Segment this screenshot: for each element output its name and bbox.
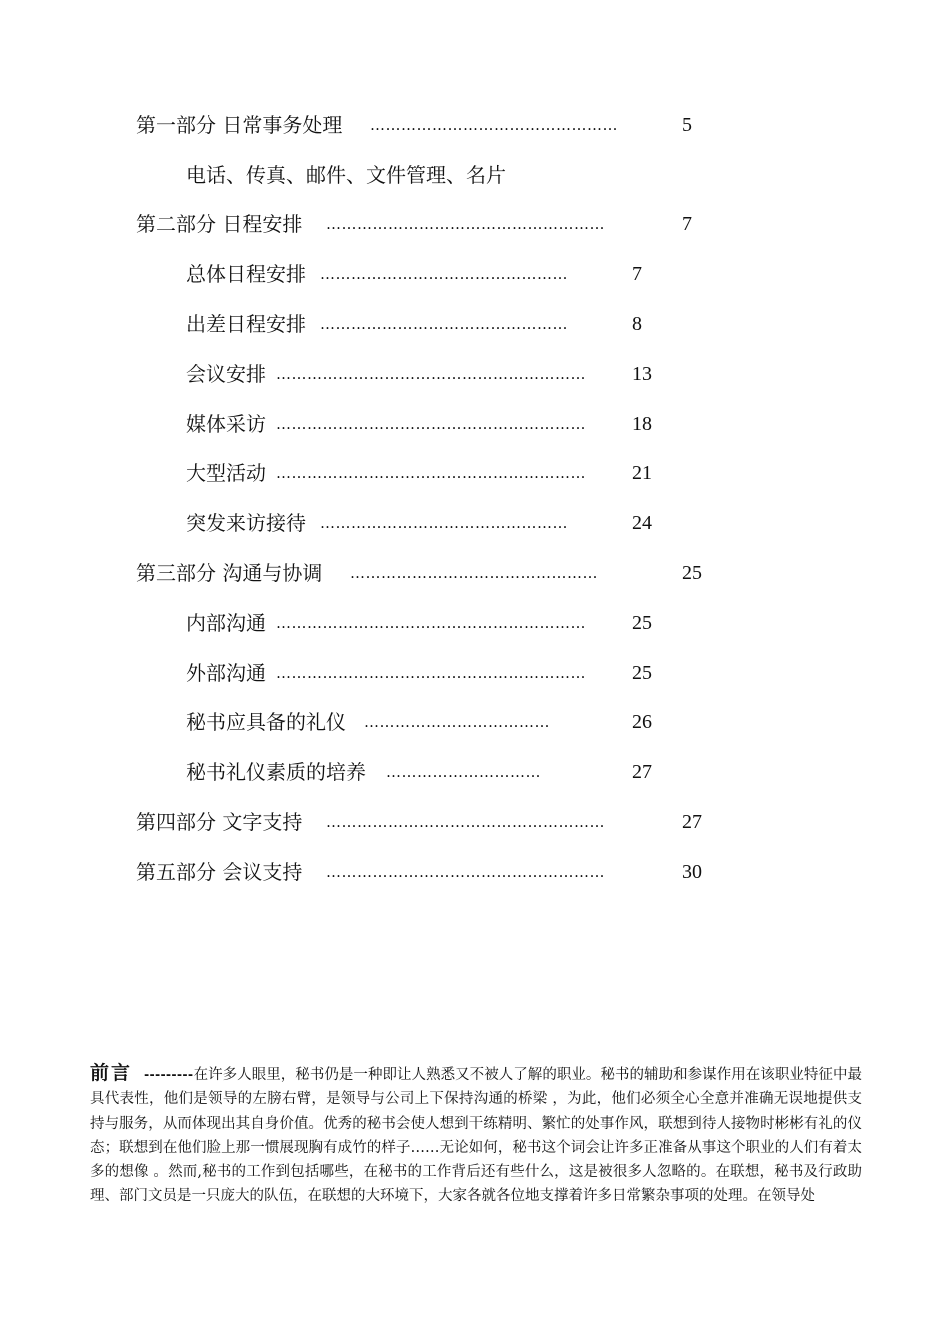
toc-entry-title: 外部沟通 <box>186 661 266 685</box>
toc-leader-dots: ………………………………………… <box>320 265 568 283</box>
toc-entry-title: 第二部分 日程安排 <box>136 212 303 236</box>
toc-page-number: 13 <box>632 363 652 385</box>
toc-entry-large-events[interactable] <box>186 458 686 488</box>
toc-page-number: 25 <box>682 562 702 584</box>
toc-entry-title: 总体日程安排 <box>186 262 306 286</box>
toc-leader-dots: ………………………………………… <box>320 514 568 532</box>
toc-entry-title: 大型活动 <box>186 461 266 485</box>
toc-page-number: 5 <box>682 114 692 136</box>
toc-leader-dots: …………………………………………………… <box>276 664 586 682</box>
toc-page-number: 21 <box>632 462 652 484</box>
toc-page-number: 25 <box>632 662 652 684</box>
toc-entry-title: 第一部分 日常事务处理 <box>136 113 343 137</box>
toc-leader-dots: ………………………………………… <box>320 315 568 333</box>
toc-entry-part4[interactable] <box>136 807 716 837</box>
preface-dashes: --------- <box>144 1066 194 1083</box>
toc-entry-title: 媒体采访 <box>186 412 266 436</box>
toc-leader-dots: ……………………………………………… <box>326 215 605 233</box>
toc-page-number: 8 <box>632 313 642 335</box>
toc-page-number: 27 <box>632 761 652 783</box>
toc-entry-unexpected-visits[interactable] <box>186 508 686 538</box>
preface-section <box>90 1061 862 1209</box>
toc-entry-media-interview[interactable] <box>186 409 686 439</box>
toc-leader-dots: …………………………………………………… <box>276 415 586 433</box>
toc-entry-title: 第四部分 文字支持 <box>136 810 303 834</box>
preface-body: 在许多人眼里，秘书仍是一种即让人熟悉又不被人了解的职业。秘书的辅助和参谋作用在该职业特征中最具代表性，他们是领导的左膀右臂，是领导与公司上下保持沟通的桥梁 ，为此，他们必须全心全意并准确无误地提供支持与服务，从而体现出其自身价值。优秀的秘书会使人想到干练精明、繁忙的处事作风，联想到待人接物时彬彬有礼的仪态；联想到在他们脸上那一惯展现胸有成竹的样子……无论如何，秘书这个词会让许多正准备从事这个职业的人们有着太多的想像 。然而,秘书的工作到包括哪些，在秘书的工作背后还有些什么，这是被很多人忽略的。在联想，秘书及行政助理、部门文员是一只庞大的队伍，在联想的大环境下，大家各就各位地支撑着许多日常繁杂事项的处理。在领导处 <box>90 1067 862 1205</box>
toc-leader-dots: …………………………………………………… <box>276 614 586 632</box>
toc-entry-title: 第三部分 沟通与协调 <box>136 561 323 585</box>
preface-title: 前言 <box>90 1062 133 1084</box>
toc-entry-internal-communication[interactable] <box>186 608 686 638</box>
toc-page-number: 25 <box>632 612 652 634</box>
toc-leader-dots: ………………………………………… <box>350 564 598 582</box>
toc-entry-meeting-arrangement[interactable] <box>186 359 686 389</box>
toc-entry-travel-schedule[interactable] <box>186 309 686 339</box>
toc-page-number: 27 <box>682 811 702 833</box>
toc-entry-title: 会议安排 <box>186 362 266 386</box>
toc-entry-part1[interactable] <box>136 110 716 140</box>
toc-leader-dots: ……………………………… <box>364 713 550 731</box>
toc-leader-dots: ………………………… <box>386 763 541 781</box>
toc-entry-title: 秘书礼仪素质的培养 <box>186 760 366 784</box>
toc-entry-overall-schedule[interactable] <box>186 259 686 289</box>
toc-entry-secretary-etiquette[interactable] <box>186 707 686 737</box>
toc-leader-dots: …………………………………………………… <box>276 464 586 482</box>
toc-leader-dots: ……………………………………………… <box>326 813 605 831</box>
toc-leader-dots: ……………………………………………… <box>326 863 605 881</box>
toc-page-number: 26 <box>632 711 652 733</box>
toc-page-number: 7 <box>632 263 642 285</box>
toc-entry-title: 出差日程安排 <box>186 312 306 336</box>
toc-entry-part5[interactable] <box>136 857 716 887</box>
toc-entry-title: 内部沟通 <box>186 611 266 635</box>
toc-entry-title: 突发来访接待 <box>186 511 306 535</box>
toc-page-number: 7 <box>682 213 692 235</box>
toc-entry-title: 秘书应具备的礼仪 <box>186 710 346 734</box>
toc-entry-part1-subtopics <box>186 160 716 190</box>
toc-entry-part3[interactable] <box>136 558 716 588</box>
toc-page-number: 24 <box>632 512 652 534</box>
toc-entry-title: 电话、传真、邮件、文件管理、名片 <box>186 163 506 187</box>
toc-entry-part2[interactable] <box>136 209 716 239</box>
toc-entry-external-communication[interactable] <box>186 658 686 688</box>
toc-entry-etiquette-training[interactable] <box>186 757 686 787</box>
toc-entry-title: 第五部分 会议支持 <box>136 860 303 884</box>
toc-page-number: 18 <box>632 413 652 435</box>
toc-page-number: 30 <box>682 861 702 883</box>
toc-leader-dots: …………………………………………………… <box>276 365 586 383</box>
toc-leader-dots: ………………………………………… <box>370 116 618 134</box>
